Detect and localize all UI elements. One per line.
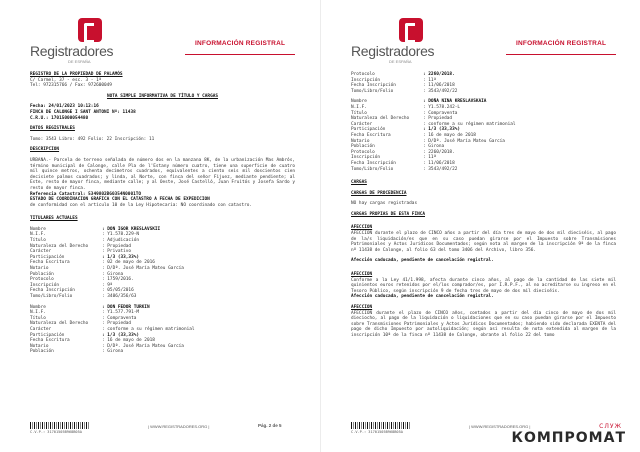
registradores-r-icon (399, 18, 423, 42)
field-label: Naturaleza del Derecho (351, 116, 410, 122)
field-label: Protocolo (351, 72, 375, 77)
document-title: NOTA SIMPLE INFORMATIVA DE TÍTULO Y CARGAS (106, 93, 219, 99)
afeccion-3-text: AFECCION durante el plazo de CINCO años, contados a partir del día cinco de mayo de dos mil dieciocho, al pago de la liquidación o liquidaciones que en su caso puedan girarse por el Impuesto sobre Transmisiones Patrimoniales y Actos Jurídicos Documentados; habiendo sido declarada EXENTA del pago de dicho Impuesto por autoliquidación; según así resulta de nota extendida al margen de la inscripción 10ª de la finca nº 11438 de Calonge, obrante al folio 22 del tomo (351, 310, 616, 338)
field-value: : 05/05/2016 (102, 288, 134, 294)
field-value: : 02 de mayo de 2016 (102, 260, 155, 266)
field-label: Naturaleza del Derecho (30, 243, 89, 249)
referencia-catastral: Referencia Catastral: 5349802BG0354N0001TO (30, 191, 142, 197)
no-cargas-text: NO hay cargas registradas (351, 201, 418, 207)
registradores-logo (351, 18, 461, 64)
field-row (351, 89, 616, 95)
field-value: : 3406/356/63 (102, 294, 137, 299)
brand-name: Registradores (30, 43, 114, 59)
registradores-r-icon (78, 18, 102, 42)
coordinacion-heading: ESTADO DE COORDINACION GRAFICA CON EL CATASTRO A FECHA DE EXPEDICION (30, 197, 210, 203)
titular-1-block (30, 227, 295, 300)
cargas-heading: CARGAS (351, 180, 367, 186)
field-label: Participación (30, 254, 65, 260)
field-label: Inscripción (30, 282, 60, 288)
field-label: Notario (30, 343, 49, 349)
afeccion-3-heading: AFECCION (351, 305, 373, 310)
afeccion-2-heading: AFECCION (351, 272, 373, 278)
cru: C.R.U.: 17015000054480 (30, 115, 89, 121)
field-value: : DOÑA NINA KRESLAVSKAIA (423, 99, 487, 105)
field-label: Carácter (351, 121, 373, 127)
field-row (351, 167, 616, 173)
barcode (30, 422, 90, 429)
field-label: Naturaleza del Derecho (30, 321, 89, 327)
field-value: : Propiedad (102, 321, 132, 327)
brand-sub: DE ESPAÑA (68, 59, 91, 64)
footer-url: | WWW.REGISTRADORES.ORG | (148, 424, 210, 429)
field-value: : Y1.578.242-L (423, 104, 461, 110)
field-value: : Y1.578.229-N (102, 232, 140, 238)
document-page-3 (320, 0, 640, 452)
fecha: Fecha: 24/01/2023 10:12:16 (30, 104, 99, 110)
field-value: : 2260/2018. (423, 149, 455, 155)
field-label: Tomo/Libro/Folio (351, 88, 394, 94)
field-value: : Compraventa (102, 315, 137, 321)
field-value: : conforme a su régimen matrimonial (102, 326, 195, 332)
page-number: Pág. 2 de 5 (258, 423, 282, 428)
cargas-procedencia-heading: CARGAS DE PROCEDENCIA (351, 190, 407, 196)
registradores-logo (30, 18, 140, 64)
field-label: N.I.F. (30, 310, 46, 316)
finca: FINCA DE CALONGE I SANT ANTONI Nº: 11438 (30, 109, 136, 115)
afeccion-1-text: AFECCION durante el plazo de CINCO años a partir del día tres de mayo de dos mil dieciséis, al pago de la/s liquidación/es que en su caso puedan girarse por el Impuesto sobre Transmisiones Patrimoniales y Actos Jurídicos Documentados; según nota al margen de la inscripción 9ª de la finca nº 11438 de Calonge, al folio 63 del tomo 3406 del Archivo, libro 356. (351, 231, 616, 253)
field-label: Población (351, 144, 375, 150)
field-label: Inscripción (351, 77, 381, 83)
field-label: Participación (351, 127, 386, 133)
field-label: Participación (30, 332, 65, 338)
field-value: : Propiedad (102, 243, 132, 249)
field-value: : Propiedad (423, 116, 453, 122)
field-label: Población (30, 271, 54, 277)
field-label: Tomo/Libro/Folio (351, 166, 394, 172)
field-label: Notario (30, 266, 49, 272)
field-label: Notario (351, 138, 370, 144)
office-name: REGISTRO DE LA PROPIEDAD DE PALAMÓS (30, 72, 123, 77)
field-value: : 11ª (423, 155, 437, 161)
field-value: : 1759/2016. (102, 277, 134, 283)
office-address: C/ Carmel, 37 - esc. 3 - 1ª (30, 77, 102, 83)
field-value: : 3543/492/22 (423, 88, 458, 94)
field-value: : conforme a su régimen matrimonial (423, 121, 516, 127)
field-value: : 9ª (102, 282, 113, 288)
cvp-code: C.V.P.: 31701505B968B05A (351, 430, 403, 434)
titular-2-block (30, 305, 295, 355)
header-rule (185, 54, 295, 55)
field-label: Inscripción (351, 155, 381, 161)
coordinacion-text: de conformidad con el artículo 10 de la Ley Hipotecaria: NO coordinado con catastro. (30, 202, 253, 208)
field-label: Fecha Escritura (351, 132, 391, 138)
field-value: : 1/3 (33,33%) (423, 127, 461, 133)
field-value: : D/Dª. José María Mateu García (102, 266, 184, 272)
field-label: Protocolo (351, 149, 375, 155)
field-value: : 16 de mayo de 2018 (423, 132, 476, 138)
field-value: : 11/06/2018 (423, 83, 455, 89)
field-value: : D/Dª. José María Mateu García (102, 343, 184, 349)
page1-body (30, 72, 295, 355)
page-footer (30, 422, 295, 434)
field-label: Título (30, 315, 46, 321)
field-value: : Girona (423, 144, 445, 150)
field-value: : Compraventa (423, 110, 458, 116)
field-value: : 1/3 (33,33%) (102, 254, 140, 260)
afeccion-2-text: Conforme a la Ley 41/1.998, afecta durante cinco años, al pago de la cantidad de las siete mil quinientos euros retenidos por el/los comprador/es, por I.R.P.F., al no acreditarse su ingreso en el Tesoro Público, según inscripción 9 de fecha tres de mayo de dos mil dieciséis. (351, 277, 616, 294)
barcode (351, 422, 411, 429)
descripcion-text: URBANA.- Parcela de terreno señalada de número dos en la manzana 8K, de la urbanización Mas Ambrós, término municipal de Calonge, calle Pla de l'Estany número cuatro, tiene una superficie de cuatro mil quince metros, ochenta decímetros cuadrados, equivalentes a ciento seis mil doscientos cien decisiete palmos cuadrados; y linda, al Norte, con finca del señor Fijuez, mediante pendiente; al Este, resto de mayor finca, mediante calle; y al Oeste, José Castelló, Juan Fruitós y Josefa Sardo y resto de mayor finca. (30, 157, 295, 191)
kompromat-watermark: КОМПРОМАТ (511, 430, 626, 446)
titulares-heading: TITULARES ACTUALES (30, 216, 78, 222)
footer-url: | WWW.REGISTRADORES.ORG | (469, 424, 531, 429)
field-row (30, 349, 295, 355)
page-header-title: INFORMACIÓN REGISTRAL (516, 40, 607, 47)
cvp-code: C.V.P.: 31701505B968B05A (30, 430, 82, 434)
afeccion-1-status: Afección caducada, pendiente de cancelación registral. (351, 258, 494, 264)
field-value: : 11ª (423, 77, 437, 83)
field-label: Título (351, 110, 367, 116)
brand-name: Registradores (351, 43, 435, 59)
field-label: N.I.F. (351, 104, 367, 110)
field-value: : 1/3 (33,33%) (102, 332, 140, 338)
field-label: Nombre (351, 99, 367, 105)
header-rule (506, 54, 616, 55)
field-label: N.I.F. (30, 232, 46, 238)
office-phone: Tel: 972315766 / Fax: 972600049 (30, 83, 112, 89)
field-label: Fecha Inscripción (351, 83, 396, 89)
field-label: Fecha Inscripción (30, 288, 75, 294)
titular-3-block (351, 99, 616, 172)
field-value: : 3543/492/22 (423, 166, 458, 172)
field-label: Nombre (30, 226, 46, 232)
field-value: : 11/06/2018 (423, 160, 455, 166)
page2-body (351, 72, 616, 339)
field-label: Carácter (30, 326, 52, 332)
field-value: : 16 de mayo de 2018 (102, 338, 155, 344)
field-label: Fecha Inscripción (351, 160, 396, 166)
field-value: : Y1.577.791-M (102, 310, 140, 316)
field-value: : Girona (102, 271, 124, 277)
field-label: Carácter (30, 249, 52, 255)
descripcion-heading: DESCRIPCION (30, 147, 60, 153)
brand-sub: DE ESPAÑA (389, 59, 412, 64)
field-label: Protocolo (30, 277, 54, 283)
field-row (30, 294, 295, 300)
field-value: : D/Dª. José María Mateu García (423, 138, 505, 144)
field-label: Título (30, 238, 46, 244)
field-value: : 2260/2018. (423, 72, 455, 77)
prior-titular-tail (351, 72, 616, 94)
watermark-top: СЛУЖ (599, 423, 622, 430)
field-label: Tomo/Libro/Folio (30, 294, 73, 299)
field-label: Población (30, 349, 54, 355)
field-label: Fecha Escritura (30, 260, 70, 266)
field-value: : Adjudicación (102, 238, 140, 244)
page-header-title: INFORMACIÓN REGISTRAL (195, 40, 286, 47)
field-label: Nombre (30, 304, 46, 310)
afeccion-1-heading: AFECCION (351, 225, 373, 231)
field-value: : Girona (102, 349, 124, 355)
field-value: : DON FEDOR TURKIN (102, 304, 150, 310)
cargas-propias-heading: CARGAS PROPIAS DE ESTA FINCA (351, 211, 426, 217)
field-value: : DON IGOR KRESLAVSKII (102, 226, 161, 232)
tomo-line: Tomo: 3543 Libro: 492 Folio: 22 Inscripción: 11 (30, 136, 155, 142)
afeccion-2-status: Afección caducada, pendiente de cancelación registral. (351, 294, 494, 300)
datos-heading: DATOS REGISTRALES (30, 126, 75, 132)
field-value: : Privativo (102, 249, 132, 255)
field-label: Fecha Escritura (30, 338, 70, 344)
